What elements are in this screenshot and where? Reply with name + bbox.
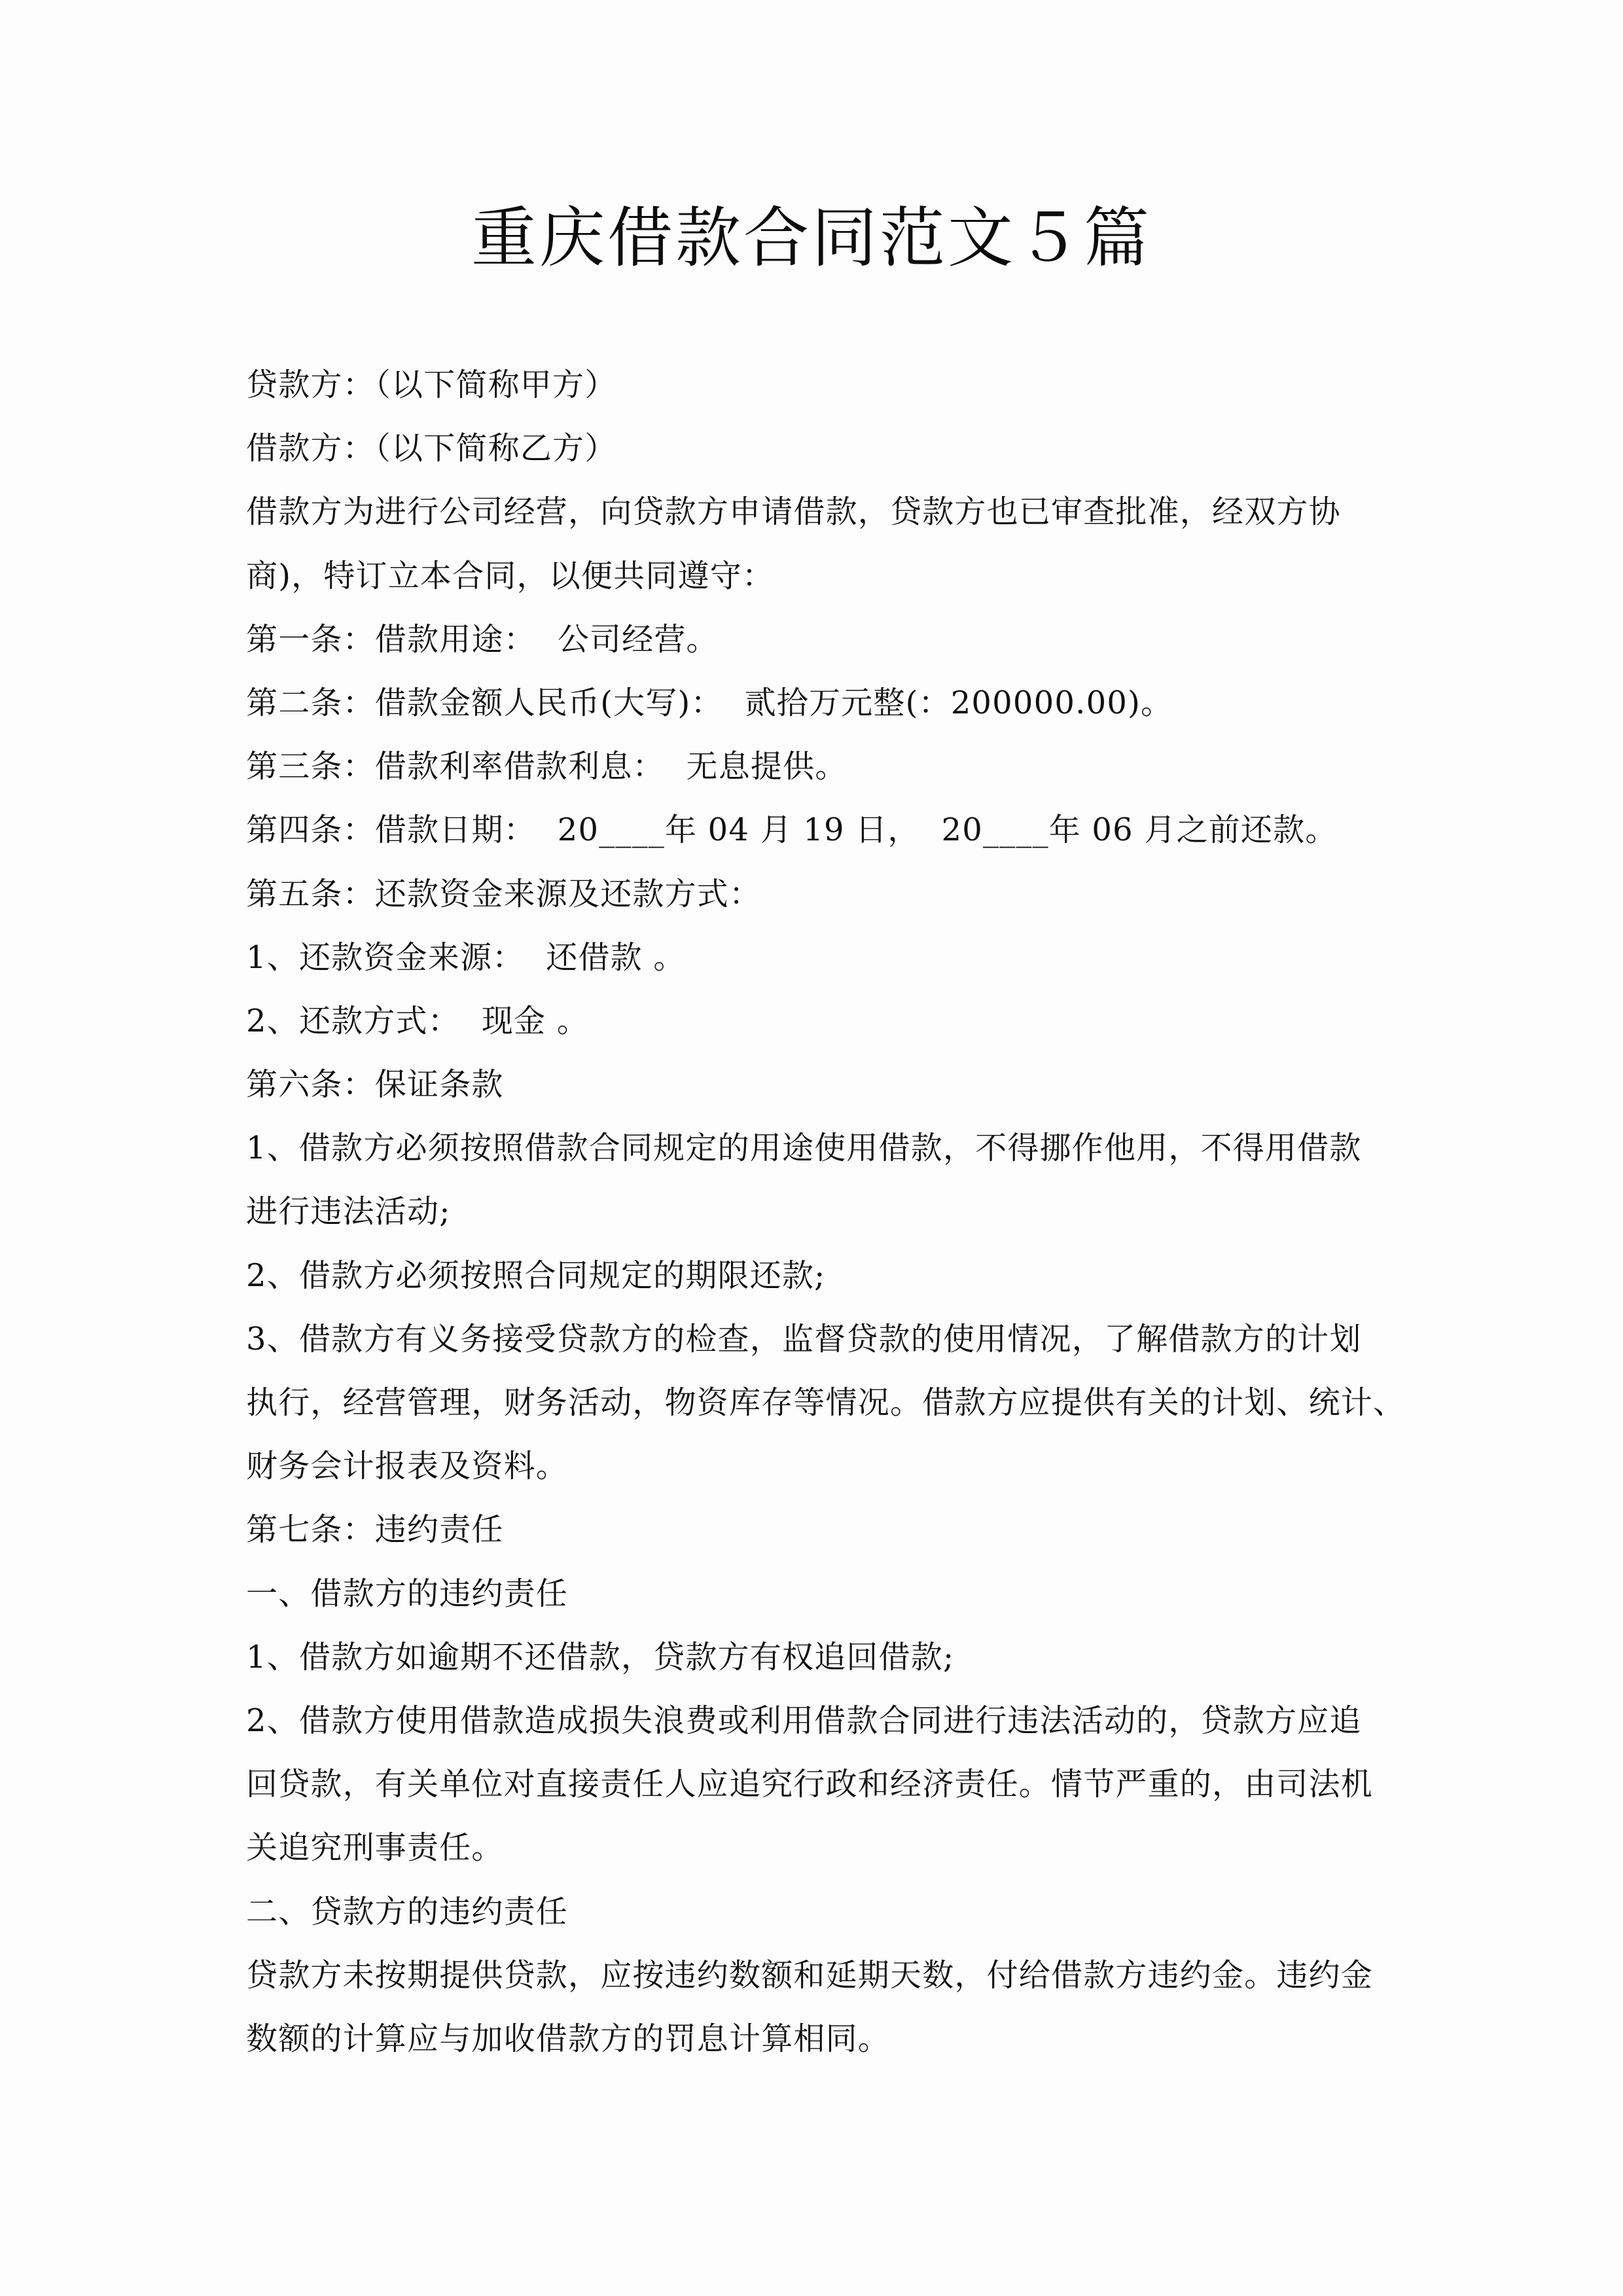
article-2-amount: 第二条：借款金额人民币(大写)： 贰拾万元整(：200000.00)。: [246, 684, 1173, 721]
paragraph-preamble-line-1: 借款方为进行公司经营，向贷款方申请借款，贷款方也已审查批准，经双方协: [246, 493, 1341, 531]
article-6-heading: 第六条：保证条款: [246, 1066, 504, 1103]
lender-liability-text-line-1: 贷款方未按期提供贷款，应按违约数额和延期天数，付给借款方违约金。违约金: [246, 1956, 1374, 1994]
paragraph-borrower: 借款方：（以下简称乙方）: [246, 430, 617, 467]
article-5-item-1: 1、还款资金来源： 还借款 。: [246, 939, 686, 976]
borrower-liability-item-1: 1、借款方如逾期不还借款，贷款方有权追回借款;: [246, 1638, 955, 1676]
lender-liability-text-line-2: 数额的计算应与加收借款方的罚息计算相同。: [246, 2020, 891, 2057]
article-6-item-1-line-2: 进行违法活动;: [246, 1193, 451, 1230]
borrower-liability-item-2-line-3: 关追究刑事责任。: [246, 1829, 504, 1867]
article-5-item-2: 2、还款方式： 现金 。: [246, 1002, 589, 1039]
article-3-interest: 第三条：借款利率借款利息： 无息提供。: [246, 748, 847, 785]
article-7-heading: 第七条：违约责任: [246, 1511, 504, 1549]
borrower-liability-heading: 一、借款方的违约责任: [246, 1575, 569, 1612]
document-body: [246, 353, 1406, 2071]
article-6-item-3-line-1: 3、借款方有义务接受贷款方的检查，监督贷款的使用情况，了解借款方的计划: [246, 1320, 1362, 1357]
article-6-item-3-line-2: 执行，经营管理，财务活动，物资库存等情况。借款方应提供有关的计划、统计、: [246, 1384, 1406, 1421]
lender-liability-heading: 二、贷款方的违约责任: [246, 1893, 569, 1930]
paragraph-preamble-line-2: 商)，特订立本合同，以便共同遵守：: [246, 557, 775, 594]
article-1-purpose: 第一条：借款用途： 公司经营。: [246, 620, 719, 658]
article-5-heading: 第五条：还款资金来源及还款方式：: [246, 875, 762, 912]
article-4-dates: 第四条：借款日期： 20____年 04 月 19 日， 20____年 06 月之前还款。: [246, 812, 1338, 849]
article-6-item-3-line-3: 财务会计报表及资料。: [246, 1448, 569, 1485]
article-6-item-1-line-1: 1、借款方必须按照借款合同规定的用途使用借款，不得挪作他用，不得用借款: [246, 1130, 1362, 1167]
borrower-liability-item-2-line-1: 2、借款方使用借款造成损失浪费或利用借款合同进行违法活动的，贷款方应追: [246, 1702, 1362, 1739]
article-6-item-2: 2、借款方必须按照合同规定的期限还款;: [246, 1257, 826, 1294]
paragraph-lender: 贷款方：（以下简称甲方）: [246, 367, 617, 403]
document-title: 重庆借款合同范文５篇: [471, 202, 1152, 275]
borrower-liability-item-2-line-2: 回贷款，有关单位对直接责任人应追究行政和经济责任。情节严重的，由司法机: [246, 1766, 1374, 1803]
